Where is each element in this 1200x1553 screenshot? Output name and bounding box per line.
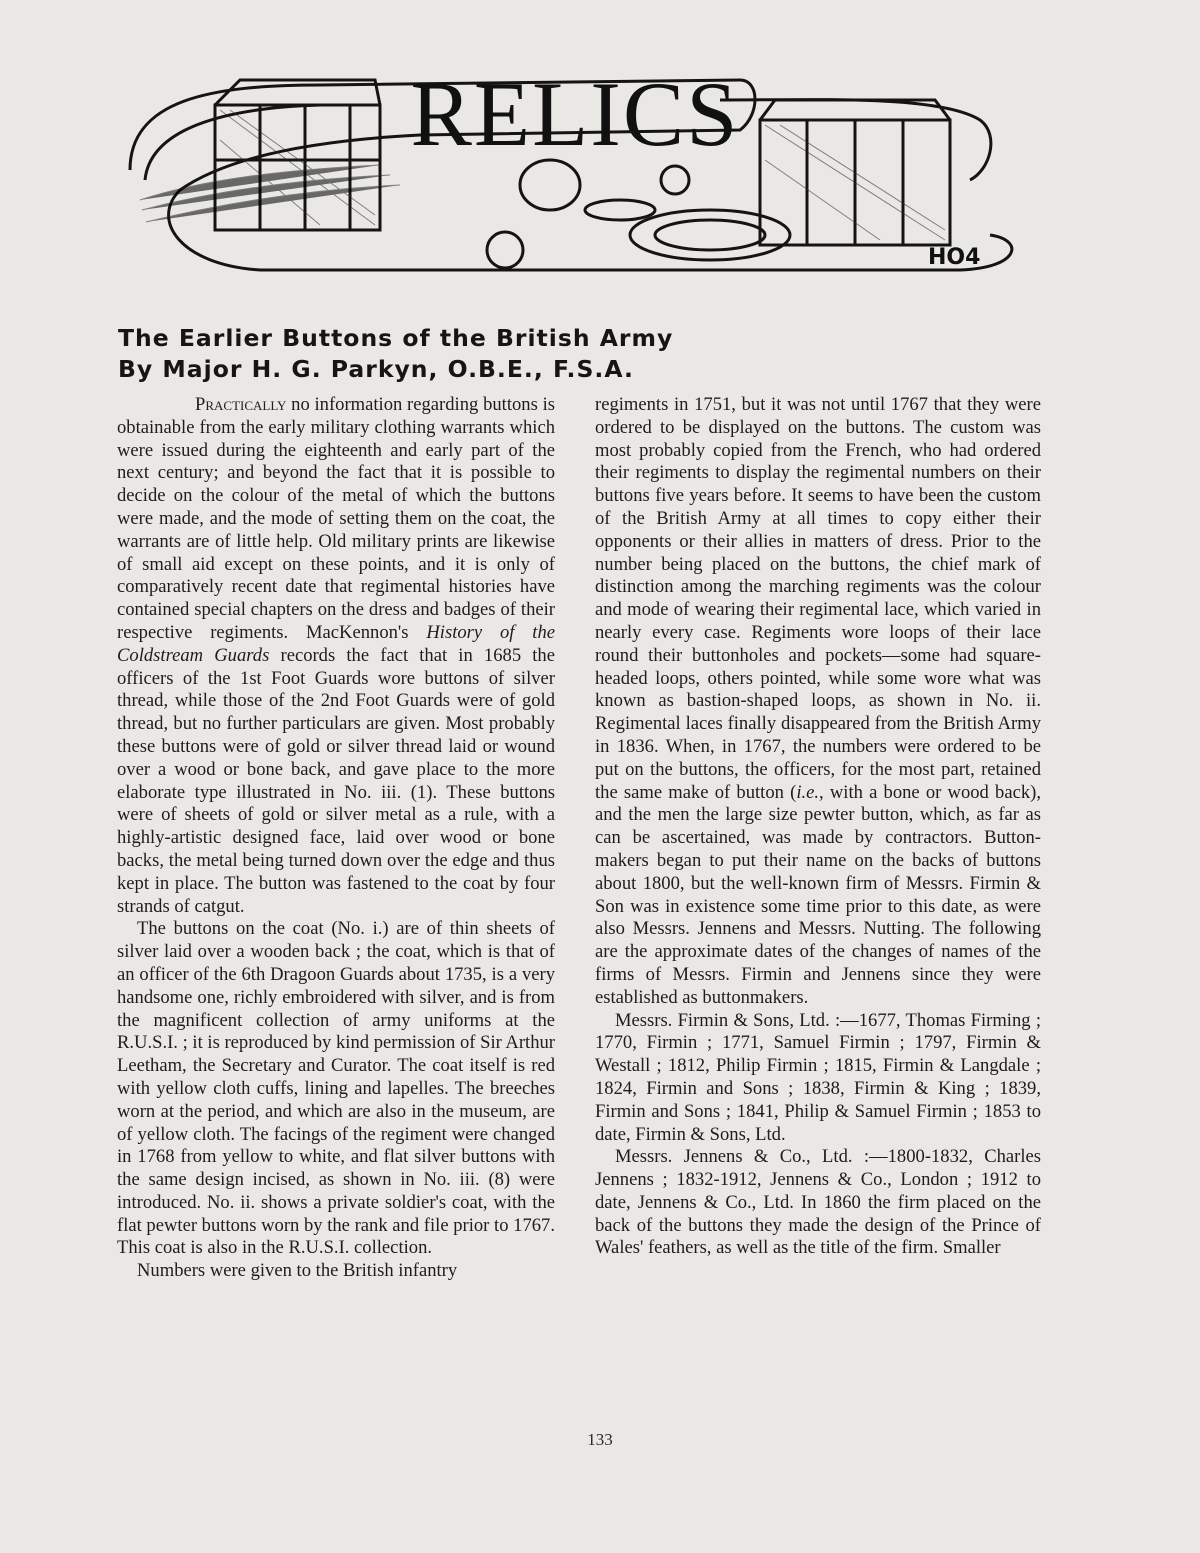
- article-title: The Earlier Buttons of the British Army: [118, 324, 674, 352]
- left-paragraph-3: Numbers were given to the British infantry: [137, 1260, 458, 1282]
- left-paragraph-1-text-a: no information regarding buttons is obtainable from the early military clothing warrants which were issued during the eighteenth and early part of the next century; and beyond the fact that it is possible to decide on the colour of the metal of which the buttons were made, and the mode of setting them on the coat, the warrants are of little help. Old military prints are likewise of small aid except on these points, and it is only of comparatively recent date that regimental histories have contained special chapters on the dress and badges of their respective regiments. MacKennon's: [117, 394, 555, 643]
- right-paragraph-1-text-b: , with a bone or wood back), and the men the large size pewter button, which, as far as can be ascertained, was made by contractors. Button-makers began to put their name on the backs of buttons about 1800, but the well-known firm of Messrs. Firmin & Son was in existence some time prior to this date, as were also Messrs. Jennens and Messrs. Nutting. The following are the approximate dates of the changes of names of the firms of Messrs. Firmin and Jennens since they were established as buttonmakers.: [595, 781, 1041, 1008]
- banner-title: RELICS: [410, 63, 740, 165]
- relics-header-illustration: [120, 60, 1120, 300]
- lead-word: Practically: [195, 394, 287, 415]
- right-paragraph-3: Messrs. Jennens & Co., Ltd. :—1800-1832, Charles Jennens ; 1832-1912, Jennens & Co., London ; 1912 to date, Jennens & Co., Ltd. In 1860 the firm placed on the back of the buttons they made the design of the Prince of Wales' feathers, as well as the title of the firm. Smaller: [595, 1146, 1041, 1259]
- ie-italic: i.e.: [796, 781, 820, 803]
- artist-monogram: HO4: [928, 245, 981, 270]
- left-paragraph-2: The buttons on the coat (No. i.) are of thin sheets of silver laid over a wooden back ; the coat, which is that of an officer of the 6th Dragoon Guards about 1735, is a very handsome one, richly embroidered with silver, and is from the magnificent collection of army uniforms at the R.U.S.I. ; it is reproduced by kind permission of Sir Arthur Leetham, the Secretary and Curator. The coat itself is red with yellow cloth cuffs, lining and lapelles. The breeches worn at the period, and which are also in the museum, are of yellow cloth. The facings of the regiment were changed in 1768 from yellow to white, and flat silver buttons with the same design incised, as shown in No. iii. (8) were introduced. No. ii. shows a private soldier's coat, with the flat pewter buttons worn by the rank and file prior to 1767. This coat is also in the R.U.S.I. collection.: [117, 918, 555, 1259]
- right-paragraph-1-text-a: regiments in 1751, but it was not until 1767 that they were ordered to be displayed on the buttons. The custom was most probably copied from the French, who had ordered their regiments to display the regimental numbers on their buttons five years before. It seems to have been the custom of the British Army at all times to copy either their opponents or their allies in matters of dress. Prior to the number being placed on the buttons, the chief mark of distinction among the marching regiments was the colour and mode of wearing their regimental lace, which varied in nearly every case. Regiments wore loops of their lace round their buttonholes and pockets—some had square-headed loops, others pointed, while some wore what was known as bastion-shaped loops, as shown in No. ii. Regimental laces finally disappeared from the British Army in 1836. When, in 1767, the numbers were ordered to be put on the buttons, the officers, for the most part, retained the same make of button (: [595, 394, 1041, 803]
- right-paragraph-1: [595, 394, 1041, 1010]
- book-title-italic: History of the Coldstream Guards: [117, 621, 555, 666]
- left-paragraph-1-text-b: records the fact that in 1685 the officers of the 1st Foot Guards wore buttons of silver thread, while those of the 2nd Foot Guards were of gold thread, but no further particulars are given. Most probably these buttons were of gold or silver thread laid or wound over a wood or bone back, and gave place to the more elaborate type illustrated in No. iii. (1). These buttons were of sheets of gold or silver metal as a rule, with a highly-artistic designed face, laid over wood or bone backs, the metal being turned down over the edge and thus kept in place. The button was fastened to the coat by four strands of catgut.: [117, 644, 555, 917]
- page-number: 133: [587, 1430, 613, 1449]
- left-column: [117, 394, 555, 1283]
- left-paragraph-1: [117, 394, 555, 918]
- article-byline: By Major H. G. Parkyn, O.B.E., F.S.A.: [118, 355, 634, 383]
- right-paragraph-2: Messrs. Firmin & Sons, Ltd. :—1677, Thomas Firming ; 1770, Firmin ; 1771, Samuel Firmin ; 1797, Firmin & Westall ; 1812, Philip Firmin ; 1815, Firmin & Langdale ; 1824, Firmin and Sons ; 1838, Firmin & King ; 1839, Firmin and Sons ; 1841, Philip & Samuel Firmin ; 1853 to date, Firmin & Sons, Ltd.: [595, 1009, 1041, 1145]
- right-column: [595, 394, 1041, 1260]
